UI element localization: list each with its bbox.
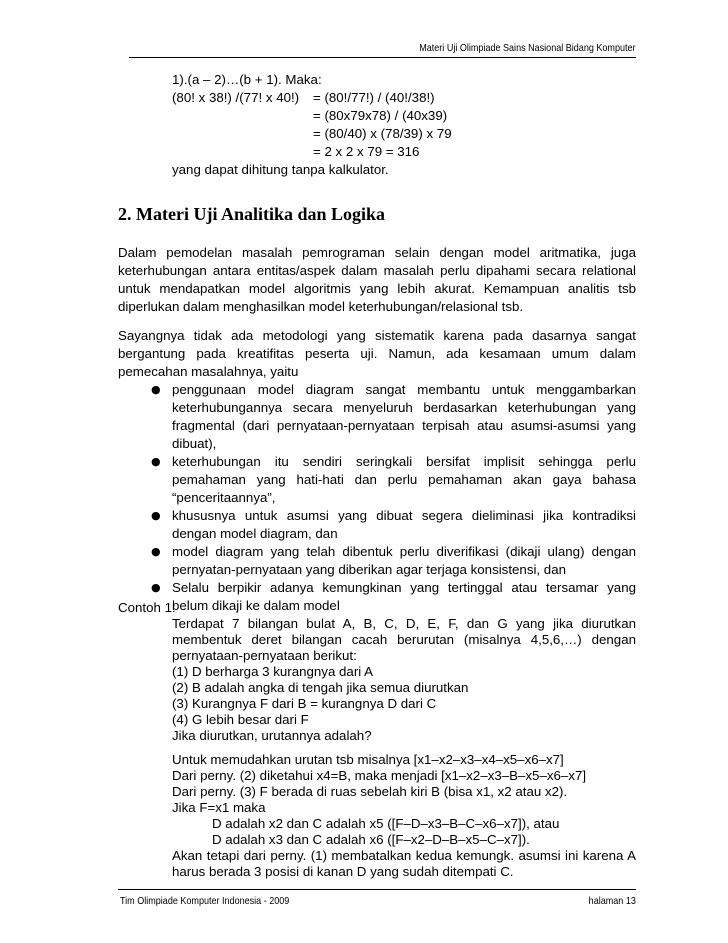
bullet-line: keterhubungan itu sendiri seringkali bersifat implisit sehingga perlu xyxy=(172,454,636,469)
calc-intro: 1).(a – 2)…(b + 1). Maka: xyxy=(172,72,322,87)
statement: (2) B adalah angka di tengah jika semua diurutkan xyxy=(172,680,469,695)
paragraph-line: Dalam pemodelan masalah pemrograman selain dengan model aritmatika, juga xyxy=(118,245,636,260)
bullet-line: model diagram yang telah dibentuk perlu diverifikasi (dikaji ulang) dengan xyxy=(172,544,636,559)
calc-closing: yang dapat dihitung tanpa kalkulator. xyxy=(172,162,389,177)
bullet-line: dibuat), xyxy=(172,436,217,451)
calc-step: = (80x79x78) / (40x39) xyxy=(313,108,448,123)
example-line: pernyataan-pernyataan berikut: xyxy=(172,648,357,663)
paragraph-line: pemecahan masalahnya, yaitu xyxy=(118,364,299,379)
bullet-line: pernyatan-pernyataan yang diberikan agar terjaga konsistensi, dan xyxy=(172,562,566,577)
section-title: 2. Materi Uji Analitika dan Logika xyxy=(118,204,386,224)
example-heading: Contoh 1: xyxy=(118,600,176,615)
paragraph-line: bergantung pada kreatifitas peserta uji. Namun, ada kesamaan umum dalam xyxy=(118,346,636,361)
bullet-line: fragmental (dari pernyataan-pernyataan terpisah atau asumsi-asumsi yang xyxy=(172,418,636,433)
bullet-line: “penceritaannya”, xyxy=(172,490,276,505)
solution-sub-line: D adalah x3 dan C adalah x6 ([F–x2–D–B–x5–C–x7]). xyxy=(212,832,530,847)
bullet-marker: ● xyxy=(151,455,161,468)
footer-rule xyxy=(118,889,636,890)
bullet-line: belum dikaji ke dalam model xyxy=(172,598,340,613)
bullet-line: dengan model diagram, dan xyxy=(172,526,338,541)
statement: (4) G lebih besar dari F xyxy=(172,712,309,727)
calc-step: = (80/40) x (78/39) x 79 xyxy=(313,126,452,141)
solution-sub-line: D adalah x2 dan C adalah x5 ([F–D–x3–B–C–x6–x7]), atau xyxy=(212,816,560,831)
example-line: Terdapat 7 bilangan bulat A, B, C, D, E, F, dan G yang jika diurutkan xyxy=(172,616,636,631)
header-title: Materi Uji Olimpiade Sains Nasional Bidang Komputer xyxy=(419,42,636,54)
statement: (3) Kurangnya F dari B = kurangnya D dari C xyxy=(172,696,437,711)
solution-line: Untuk memudahkan urutan tsb misalnya [x1–x2–x3–x4–x5–x6–x7] xyxy=(172,752,564,767)
bullet-marker: ● xyxy=(151,383,161,396)
bullet-marker: ● xyxy=(151,509,161,522)
paragraph-line: keterhubungan antara entitas/aspek dalam masalah perlu dipahami secara relational xyxy=(118,263,636,278)
bullet-line: pemahaman yang hati-hati dan perlu pemahaman akan gaya bahasa xyxy=(172,472,636,487)
solution-line: Jika F=x1 maka xyxy=(172,800,266,815)
example-line: membentuk deret bilangan cacah berurutan (misalnya 4,5,6,…) dengan xyxy=(172,632,636,647)
solution-final-line: Akan tetapi dari perny. (1) membatalkan kedua kemungk. asumsi ini karena A xyxy=(172,848,636,863)
header-rule xyxy=(129,57,636,58)
footer-left: Tim Olimpiade Komputer Indonesia - 2009 xyxy=(120,895,290,907)
calc-step: = (80!/77!) / (40!/38!) xyxy=(313,90,435,105)
bullet-line: Selalu berpikir adanya kemungkinan yang tertinggal atau tersamar yang xyxy=(172,580,636,595)
question: Jika diurutkan, urutannya adalah? xyxy=(172,728,372,743)
bullet-marker: ● xyxy=(151,581,161,594)
paragraph-line: diperlukan dalam menghasilkan model keterhubungan/relasional tsb. xyxy=(118,299,524,314)
bullet-line: penggunaan model diagram sangat membantu untuk menggambarkan xyxy=(172,382,636,397)
solution-final-line: harus berada 3 posisi di kanan D yang sudah ditempati C. xyxy=(172,864,514,879)
solution-line: Dari perny. (2) diketahui x4=B, maka menjadi [x1–x2–x3–B–x5–x6–x7] xyxy=(172,768,587,783)
calc-expression: (80! x 38!) /(77! x 40!) xyxy=(172,90,300,105)
bullet-line: khususnya untuk asumsi yang dibuat segera dieliminasi jika kontradiksi xyxy=(172,508,636,523)
calc-step: = 2 x 2 x 79 = 316 xyxy=(313,144,420,159)
solution-line: Dari perny. (3) F berada di ruas sebelah kiri B (bisa x1, x2 atau x2). xyxy=(172,784,568,799)
footer-page-number: halaman 13 xyxy=(588,895,636,907)
bullet-line: keterhubungannya secara menyeluruh berdasarkan keterhubungan yang xyxy=(172,400,636,415)
paragraph-line: untuk mendapatkan model algoritmis yang lebih akurat. Kemampuan analitis tsb xyxy=(118,281,636,296)
bullet-marker: ● xyxy=(151,545,161,558)
statement: (1) D berharga 3 kurangnya dari A xyxy=(172,664,374,679)
paragraph-line: Sayangnya tidak ada metodologi yang sistematik karena pada dasarnya sangat xyxy=(118,328,636,343)
